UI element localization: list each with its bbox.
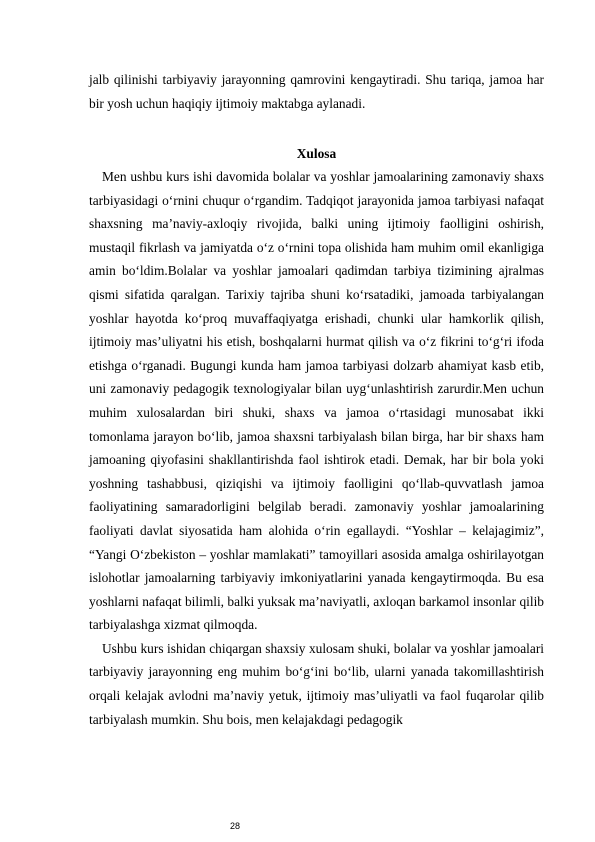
conclusion-body bbox=[89, 165, 544, 731]
intro-paragraph-block bbox=[89, 68, 544, 115]
page-number: 28 bbox=[229, 821, 240, 831]
intro-paragraph: jalb qilinishi tarbiyaviy jarayonning qamrovini kengaytiradi. Shu tariqa, jamoa har bir yosh uchun haqiqiy ijtimoiy maktabga aylanadi. bbox=[89, 72, 544, 111]
conclusion-paragraph-2: Ushbu kurs ishidan chiqargan shaxsiy xulosam shuki, bolalar va yoshlar jamoalari tarbiyaviy jarayonning eng muhim bo‘g‘ini bo‘lib, ularni yanada takomillashtirish orqali kelajak avlodni ma’naviy yetuk, ijtimoiy mas’uliyatli va faol fuqarolar qilib tarbiyalash mumkin. Shu bois, men kelajakdagi pedagogik bbox=[89, 640, 544, 727]
section-title: Xulosa bbox=[296, 146, 337, 161]
conclusion-paragraph-1: Men ushbu kurs ishi davomida bolalar va yoshlar jamoalarining zamonaviy shaxs tarbiyasidagi o‘rnini chuqur o‘rgandim. Tadqiqot jarayonida jamoa tarbiyasi nafaqat shaxsning ma’naviy-axloqiy rivojida, balki uning ijtimoiy faolligini oshirish, mustaqil fikrlash va jamiyatda o‘z o‘rnini topa olishida ham muhim omil ekanligiga amin bo‘ldim.Bolalar va yoshlar jamoalari qadimdan tarbiya tizimining ajralmas qismi sifatida qaralgan. Tarixiy tajriba shuni ko‘rsatadiki, jamoada tarbiyalangan yoshlar hayotda ko‘proq muvaffaqiyatga erishadi, chunki ular hamkorlik qilish, ijtimoiy mas’uliyatni his etish, boshqalarni hurmat qilish va o‘z fikrini to‘g‘ri ifoda etishga o‘rganadi. Bugungi kunda ham jamoa tarbiyasi dolzarb ahamiyat kasb etib, uni zamonaviy pedagogik texnologiyalar bilan uyg‘unlashtirish zarurdir.Men uchun muhim xulosalardan biri shuki, shaxs va jamoa o‘rtasidagi munosabat ikki tomonlama jarayon bo‘lib, jamoa shaxsni tarbiyalash bilan birga, har bir shaxs ham jamoaning qiyofasini shakllantirishda faol ishtirok etadi. Demak, har bir bola yoki yoshning tashabbusi, qiziqishi va ijtimoiy faolligini qo‘llab-quvvatlash jamoa faoliyatining samaradorligini belgilab beradi. zamonaviy yoshlar jamoalarining faoliyati davlat siyosatida ham alohida o‘rin egallaydi. “Yoshlar – kelajagimiz”, “Yangi O‘zbekiston – yoshlar mamlakati” tamoyillari asosida amalga oshirilayotgan islohotlar jamoalarning tarbiyaviy imkoniyatlarini yanada kengaytirmoqda. Bu esa yoshlarni nafaqat bilimli, balki yuksak ma’naviyatli, axloqan barkamol insonlar qilib tarbiyalashga xizmat qilmoqda. bbox=[89, 169, 544, 633]
